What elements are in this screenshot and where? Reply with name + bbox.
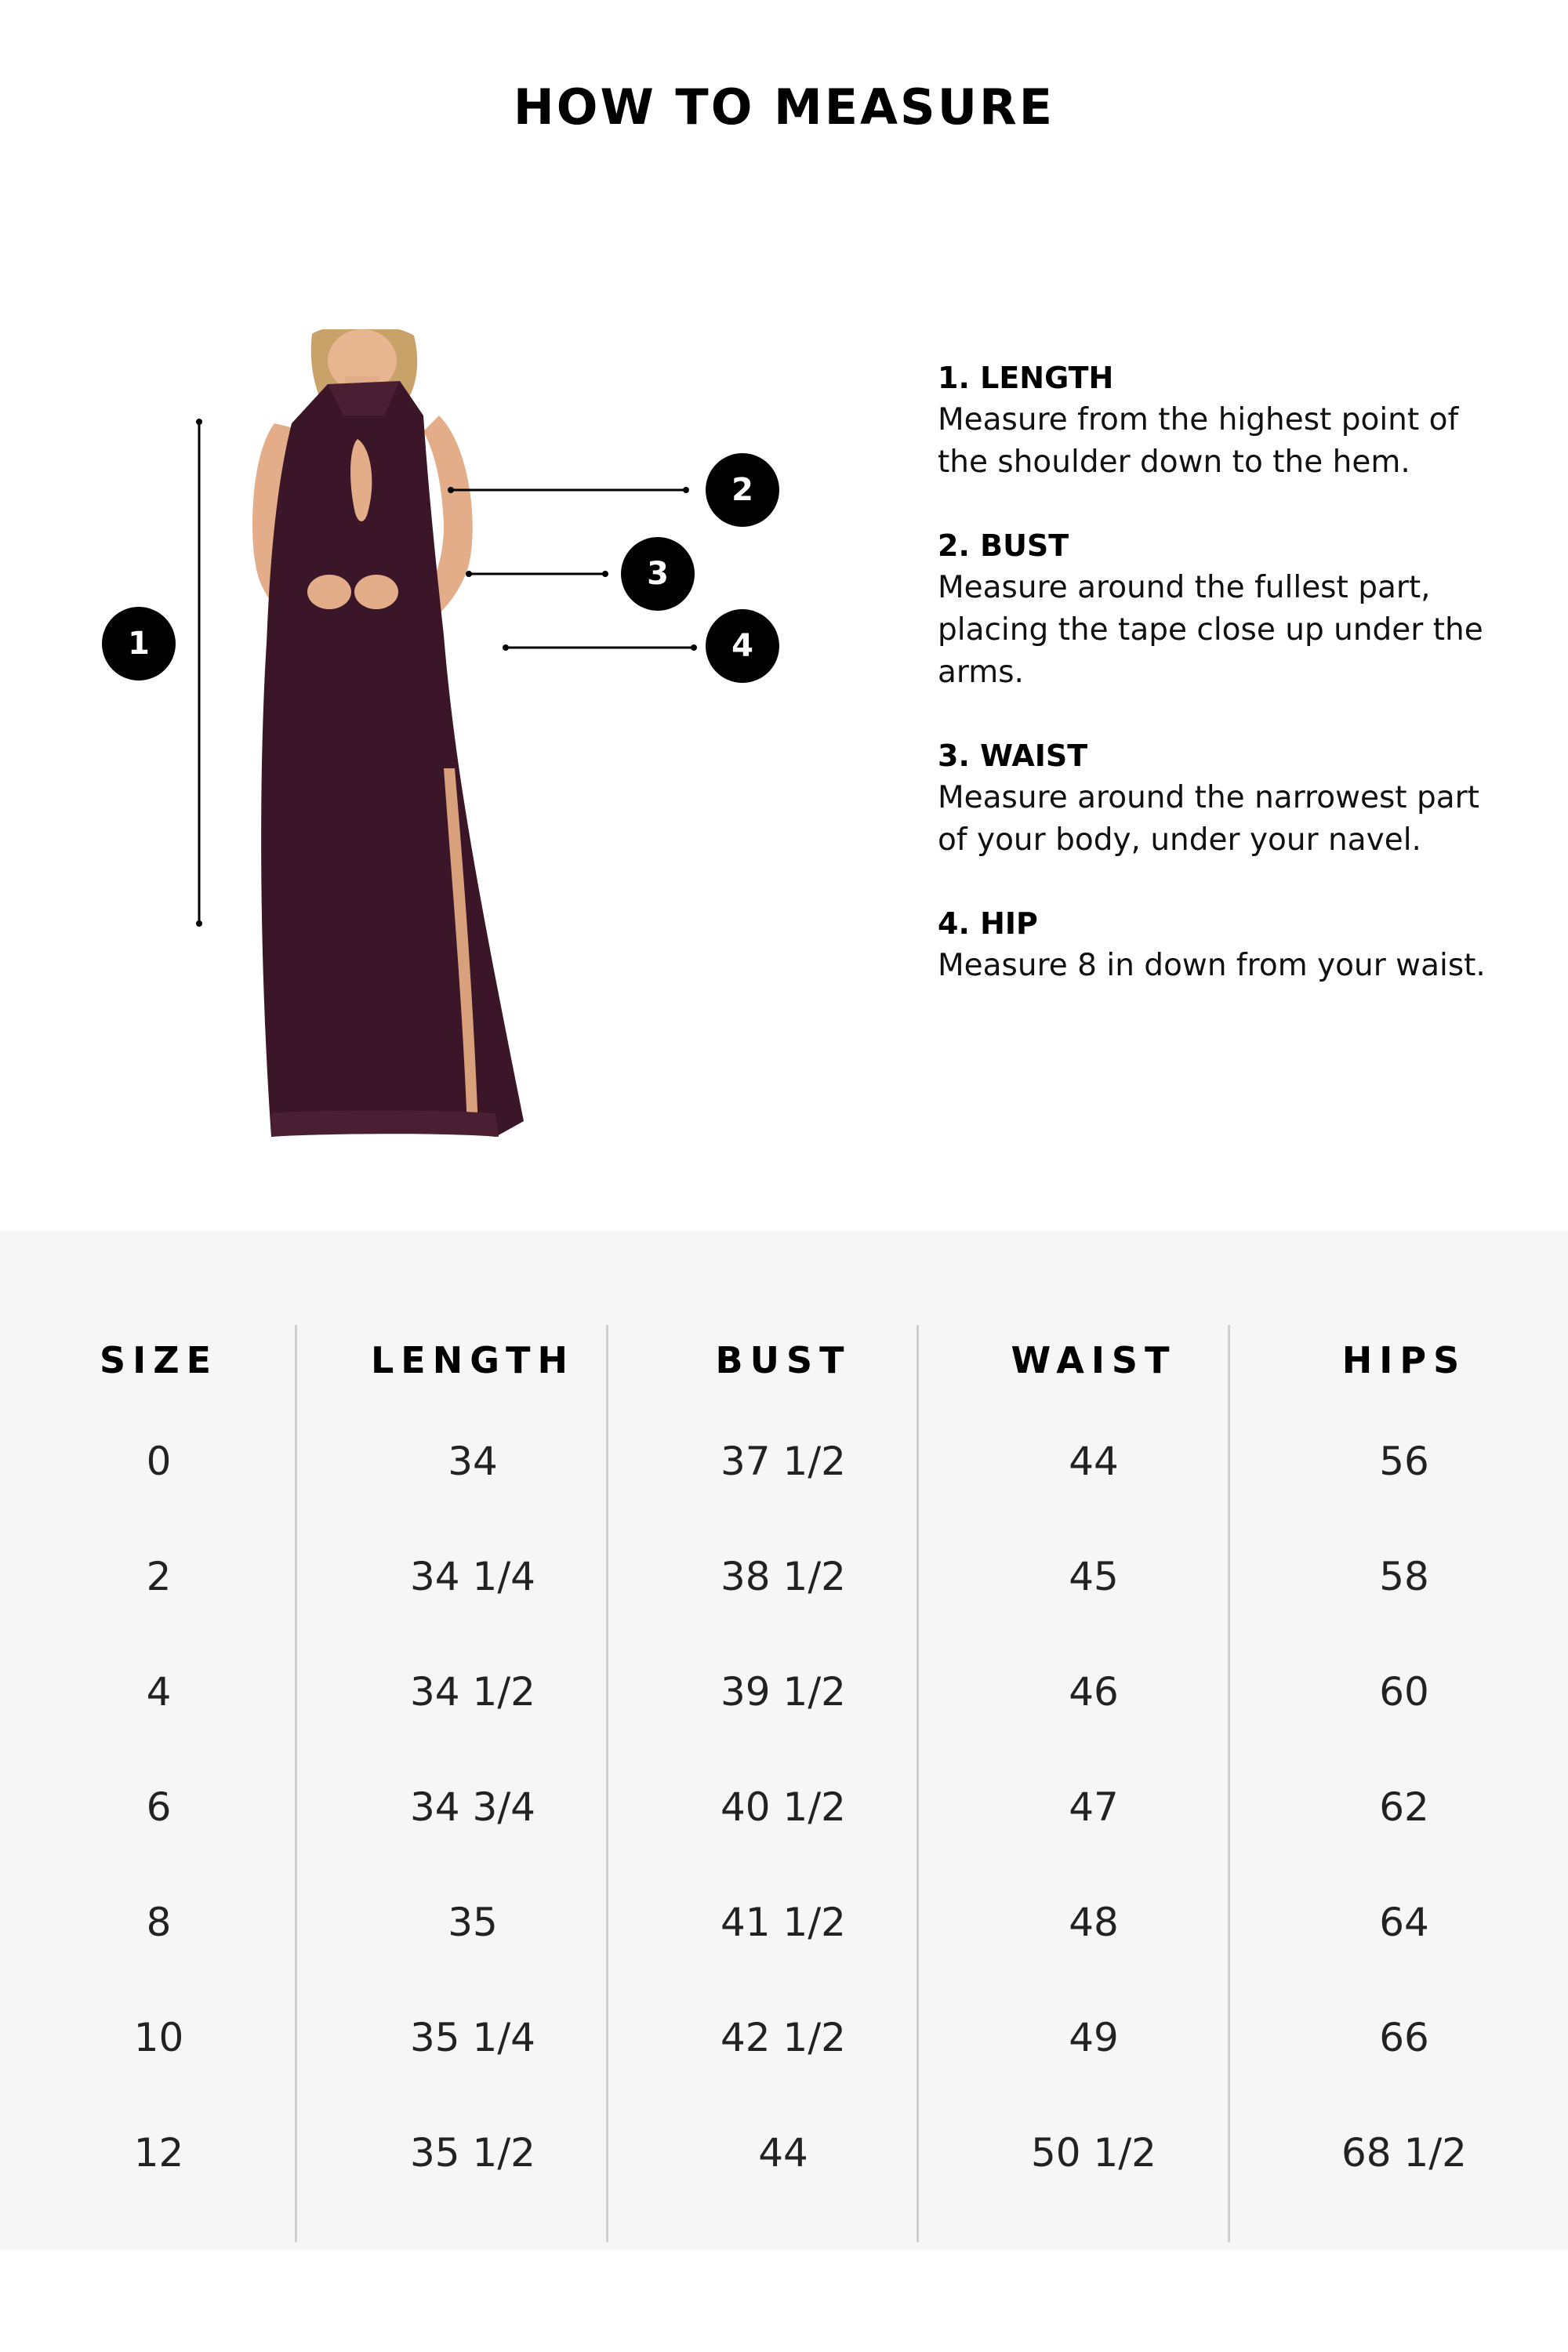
instruction-title: 4. HIP <box>938 906 1038 941</box>
instruction-body: Measure around the narrowest part of your body, under your navel. <box>938 780 1479 858</box>
cell-length: 35 1/2 <box>410 2129 535 2176</box>
callout-length: 1 <box>102 607 176 681</box>
cell-waist: 48 <box>1069 1899 1119 1945</box>
instruction-bust <box>938 524 1502 694</box>
instruction-hip <box>938 902 1502 987</box>
measure-instructions <box>938 357 1502 1028</box>
cell-size: 6 <box>146 1784 172 1830</box>
instruction-length <box>938 357 1502 484</box>
measurement-figure <box>0 329 862 1176</box>
cell-length: 35 1/4 <box>410 2014 535 2060</box>
cell-hips: 62 <box>1379 1784 1429 1830</box>
cell-size: 12 <box>133 2129 184 2176</box>
cell-hips: 58 <box>1379 1553 1429 1599</box>
cell-bust: 37 1/2 <box>720 1438 846 1484</box>
header-size: SIZE <box>99 1339 219 1381</box>
table-row <box>0 1403 1568 1519</box>
callout-waist: 3 <box>621 537 695 611</box>
cell-size: 10 <box>133 2014 184 2060</box>
instruction-body: Measure 8 in down from your waist. <box>938 948 1486 983</box>
cell-hips: 56 <box>1379 1438 1429 1484</box>
table-row <box>0 1864 1568 1980</box>
cell-hips: 66 <box>1379 2014 1429 2060</box>
cell-length: 34 1/2 <box>410 1668 535 1715</box>
header-hips: HIPS <box>1341 1339 1467 1381</box>
cell-bust: 40 1/2 <box>720 1784 846 1830</box>
instruction-waist <box>938 735 1502 862</box>
cell-length: 34 1/4 <box>410 1553 535 1599</box>
instruction-title: 1. LENGTH <box>938 361 1114 395</box>
cell-hips: 68 1/2 <box>1341 2129 1467 2176</box>
cell-size: 2 <box>146 1553 172 1599</box>
instruction-title: 3. WAIST <box>938 739 1088 773</box>
table-row <box>0 1749 1568 1864</box>
header-bust: BUST <box>715 1339 851 1381</box>
cell-bust: 44 <box>758 2129 808 2176</box>
cell-bust: 39 1/2 <box>720 1668 846 1715</box>
cell-hips: 60 <box>1379 1668 1429 1715</box>
table-header-row <box>0 1317 1568 1403</box>
instruction-title: 2. BUST <box>938 528 1069 563</box>
cell-bust: 38 1/2 <box>720 1553 846 1599</box>
size-table <box>0 1317 1568 2210</box>
cell-size: 4 <box>146 1668 172 1715</box>
table-row <box>0 2095 1568 2210</box>
table-row <box>0 1634 1568 1749</box>
cell-length: 34 3/4 <box>410 1784 535 1830</box>
cell-waist: 47 <box>1069 1784 1119 1830</box>
header-length: LENGTH <box>370 1339 575 1381</box>
header-waist: WAIST <box>1011 1339 1177 1381</box>
cell-waist: 46 <box>1069 1668 1119 1715</box>
cell-waist: 44 <box>1069 1438 1119 1484</box>
cell-bust: 41 1/2 <box>720 1899 846 1945</box>
callout-hip: 4 <box>706 609 779 683</box>
cell-size: 0 <box>146 1438 172 1484</box>
page-title: HOW TO MEASURE <box>513 78 1055 136</box>
cell-waist: 49 <box>1069 2014 1119 2060</box>
size-chart <box>0 1231 1568 2250</box>
instruction-body: Measure around the fullest part, placing the tape close up under the arms. <box>938 570 1483 690</box>
table-row <box>0 1980 1568 2095</box>
cell-length: 35 <box>448 1899 498 1945</box>
cell-waist: 50 1/2 <box>1031 2129 1156 2176</box>
cell-size: 8 <box>146 1899 172 1945</box>
cell-hips: 64 <box>1379 1899 1429 1945</box>
cell-length: 34 <box>448 1438 498 1484</box>
callout-bust: 2 <box>706 453 779 527</box>
cell-waist: 45 <box>1069 1553 1119 1599</box>
cell-bust: 42 1/2 <box>720 2014 846 2060</box>
instruction-body: Measure from the highest point of the shoulder down to the hem. <box>938 402 1459 480</box>
table-row <box>0 1519 1568 1634</box>
